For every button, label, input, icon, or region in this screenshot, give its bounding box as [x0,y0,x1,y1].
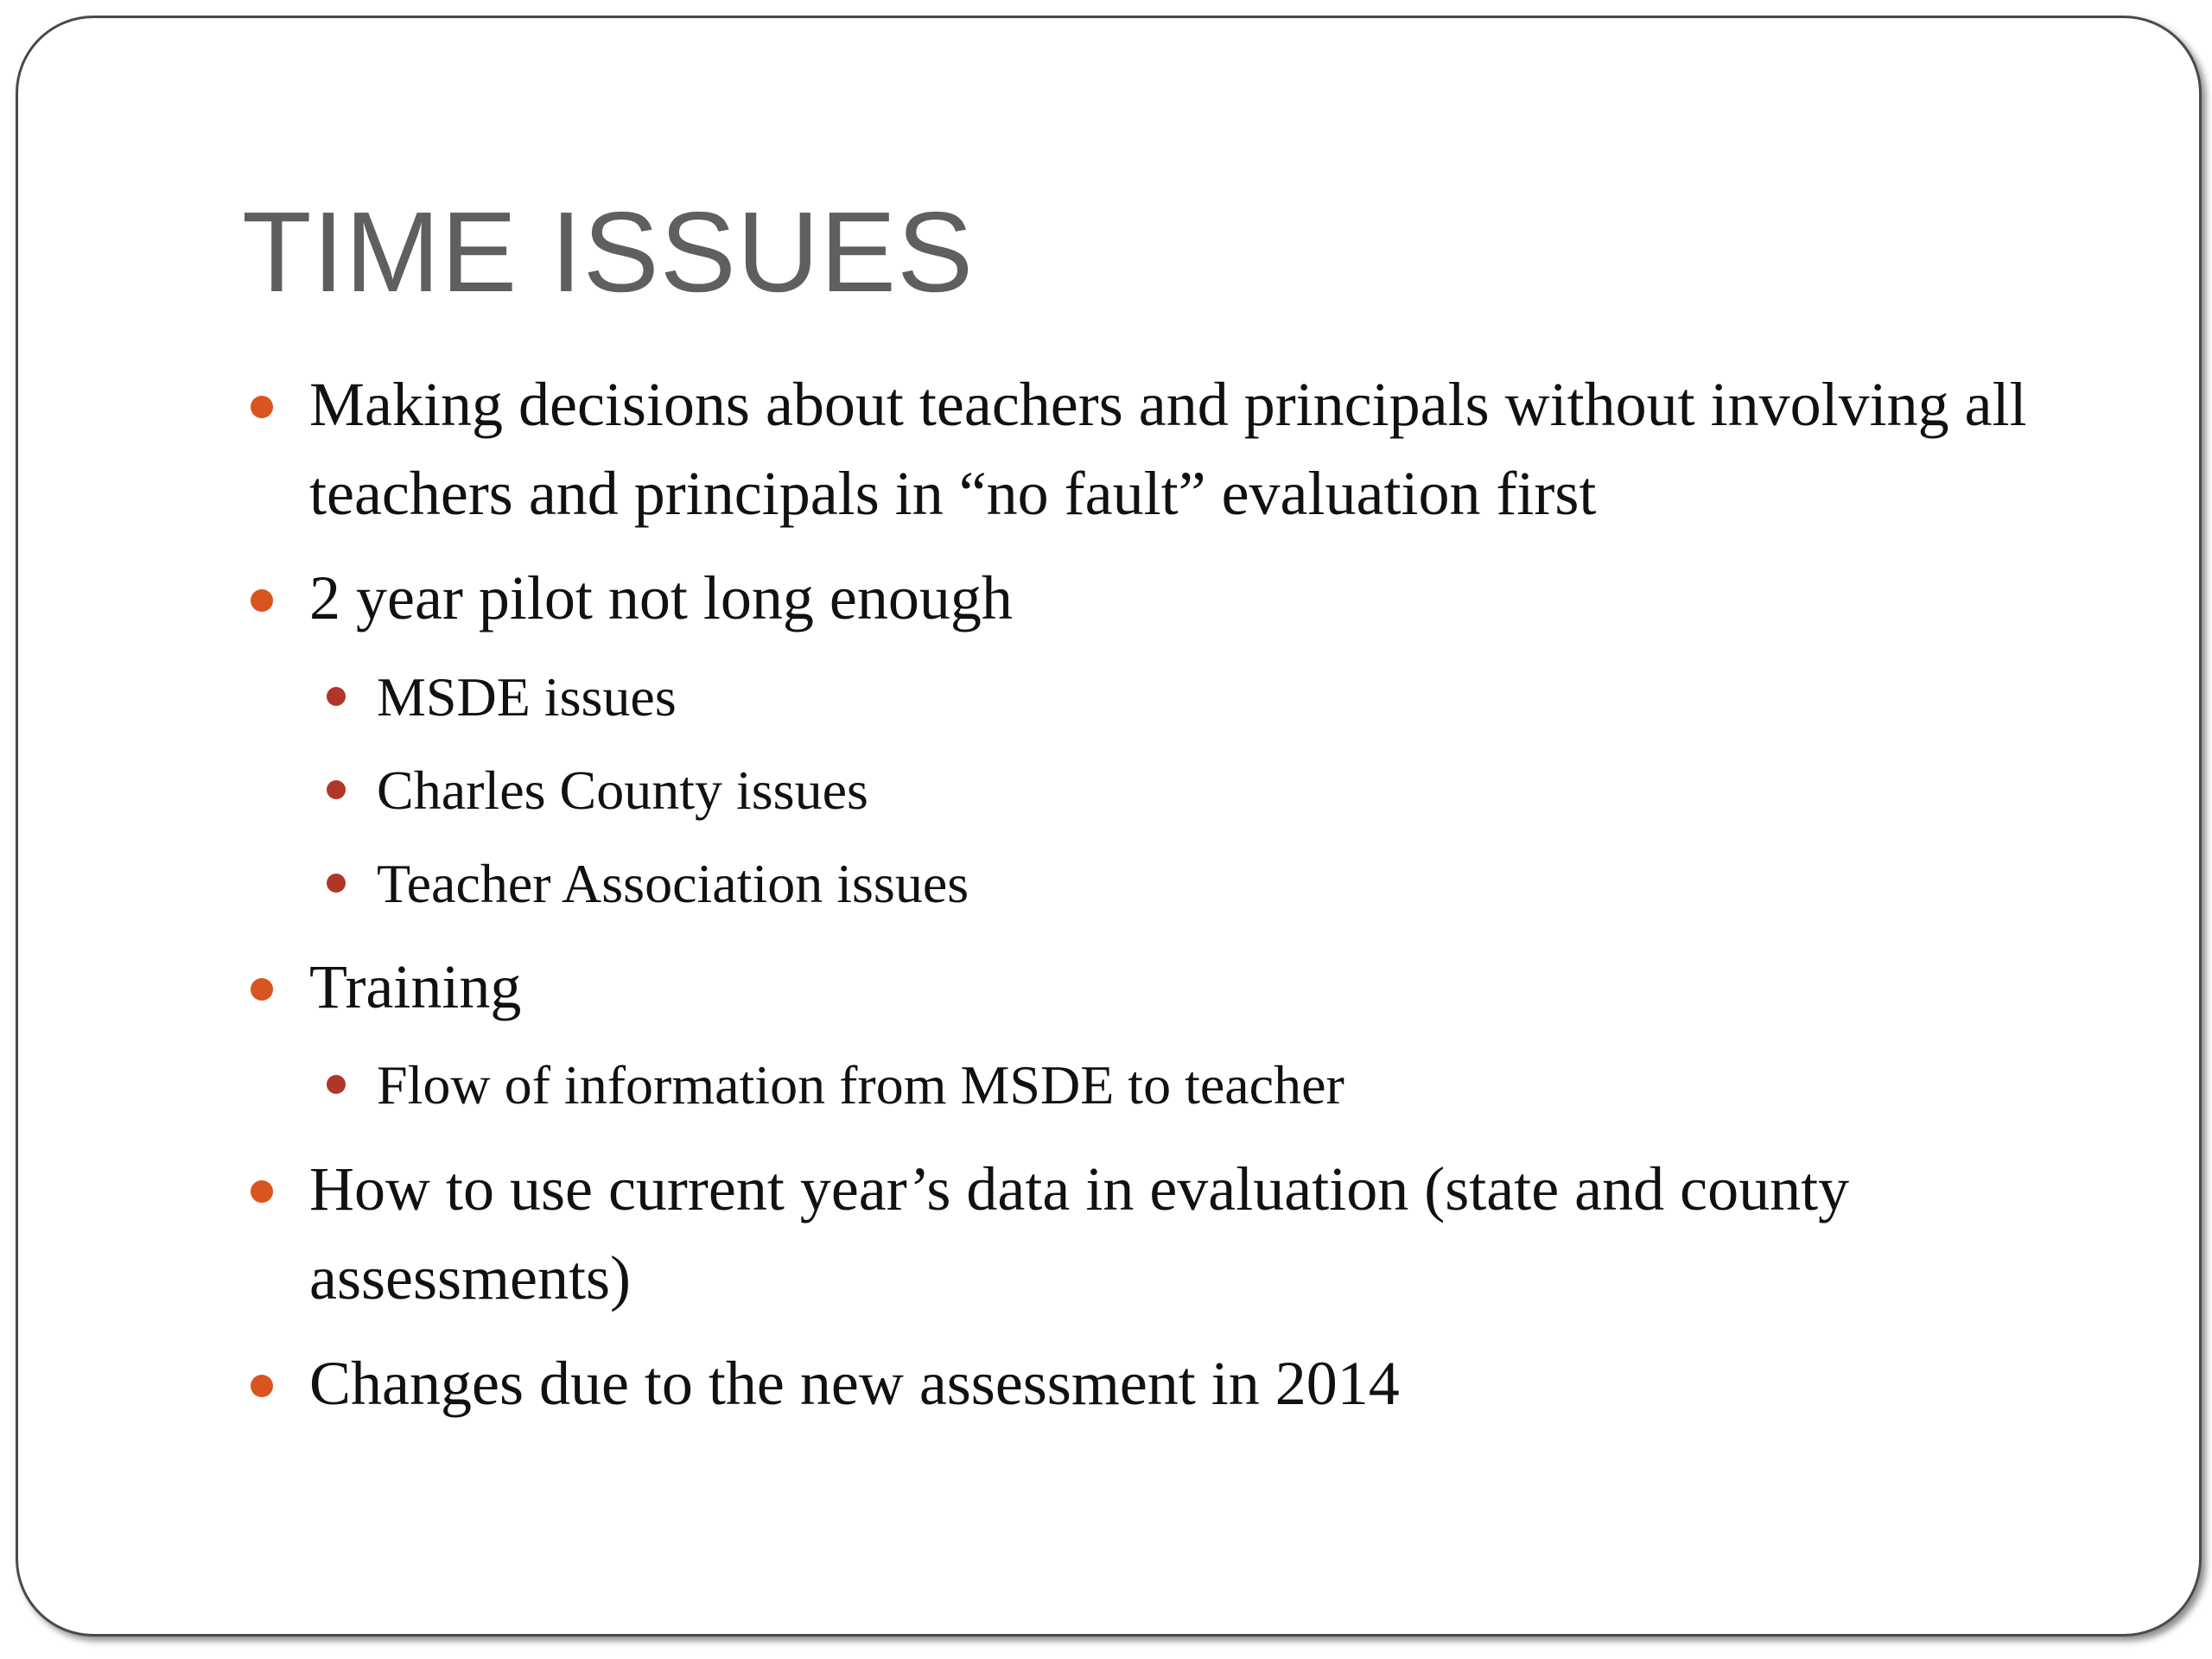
sub-bullet-item: Charles County issues [377,760,868,821]
bullet-item: Changes due to the new assessment in 2014 [309,1349,1400,1418]
bullet-dot [251,1375,273,1397]
sub-bullet-dot [327,874,346,893]
bullet-item: Training [309,952,522,1021]
bullet-dot [251,978,273,1001]
sub-bullet-dot [327,1075,346,1094]
sub-bullet-item: MSDE issues [377,666,677,728]
bullet-dot [251,1180,273,1203]
sub-bullet-item: Teacher Association issues [377,853,969,914]
sub-bullet-dot [327,780,346,799]
bullet-item: Making decisions about teachers and principals without involving all teachers and principals in “no fault” evaluation first [309,370,2027,528]
sub-bullet-dot [327,687,346,706]
bullet-item: How to use current year’s data in evaluation (state and county assessments) [309,1154,1850,1313]
sub-bullet-item: Flow of information from MSDE to teacher [377,1054,1344,1116]
bullet-dot [251,396,273,418]
slide-title: TIME ISSUES [242,188,975,315]
bullet-item: 2 year pilot not long enough [309,563,1013,632]
bullet-dot [251,589,273,612]
